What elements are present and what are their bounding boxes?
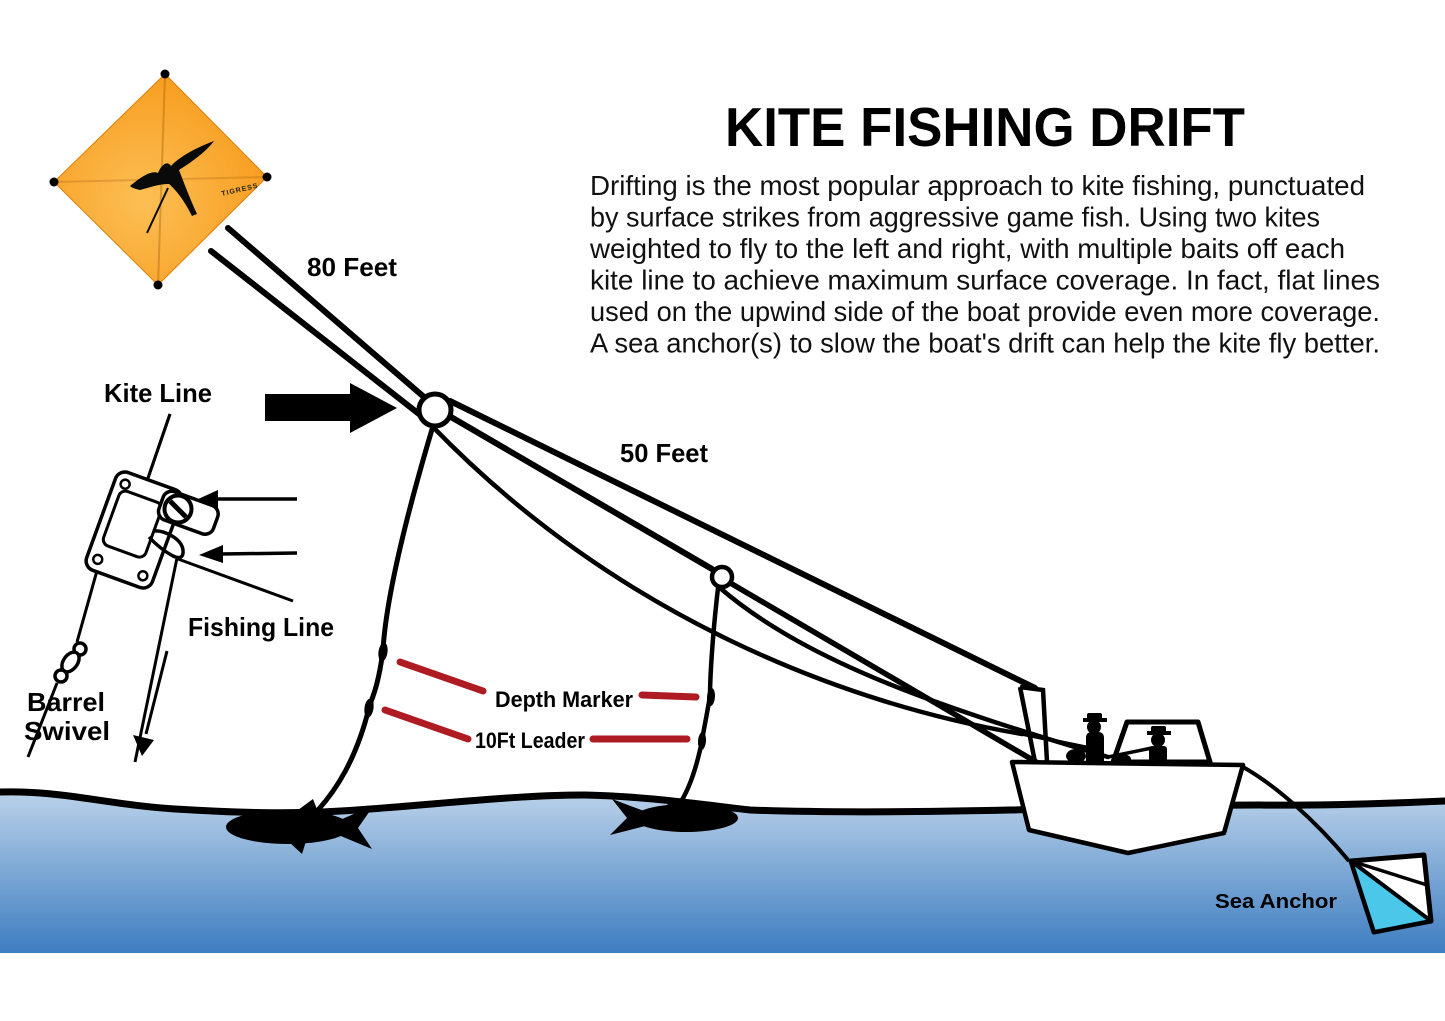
- lower-arrow-shaft: [221, 553, 297, 554]
- swivel-ring-bottom: [55, 670, 67, 682]
- clip-screw-hole: [119, 478, 131, 490]
- kite-corner-tip: [263, 173, 272, 182]
- annotation-arrows: [133, 414, 297, 756]
- clip-plate-group: [83, 469, 184, 591]
- description-line: weighted to fly to the left and right, with multiple baits off each: [588, 233, 1345, 264]
- label-80-feet: 80 Feet: [307, 252, 398, 282]
- kite: [50, 70, 272, 290]
- clip-screw-hole: [137, 570, 149, 582]
- kite-corner-tip: [154, 281, 163, 290]
- kite-corner-tip: [161, 70, 170, 79]
- description-line: by surface strikes from aggressive game fish. Using two kites: [590, 201, 1320, 233]
- label-sea-anchor: Sea Anchor: [1215, 891, 1338, 913]
- description-paragraph: [589, 170, 1380, 359]
- boat: [1012, 687, 1243, 853]
- description-line: Drifting is the most popular approach to kite fishing, punctuated: [590, 170, 1365, 201]
- label-swivel: Swivel: [24, 716, 110, 746]
- description-line: used on the upwind side of the boat provide even more coverage.: [590, 296, 1380, 327]
- label-50-feet: 50 Feet: [620, 438, 709, 468]
- fishing-line-label-leader: [178, 559, 293, 601]
- lower-arrow-head: [199, 545, 223, 563]
- release-clip-ring-left: [419, 394, 451, 426]
- depth-marker-bead: [377, 642, 389, 662]
- description-line: A sea anchor(s) to slow the boat's drift can help the kite fly better.: [590, 327, 1380, 359]
- release-clip-ring-right: [712, 567, 732, 587]
- depth-marker-dash-left: [400, 662, 483, 691]
- label-kite-line: Kite Line: [104, 378, 212, 408]
- leader-dash-left: [385, 710, 468, 739]
- description-line: kite line to achieve maximum surface coverage. In fact, flat lines: [590, 264, 1380, 296]
- page-title: KITE FISHING DRIFT: [725, 96, 1245, 158]
- label-10ft-leader: 10Ft Leader: [475, 728, 586, 753]
- outrigger-pole: [1020, 687, 1047, 762]
- label-fishing-line: Fishing Line: [188, 612, 334, 642]
- fishing-line-left-drop: [318, 426, 433, 810]
- label-depth-marker: Depth Marker: [495, 687, 634, 712]
- kite-corner-tip: [50, 178, 59, 187]
- angler-left: [1066, 713, 1107, 763]
- kite-brand-label: TIGRESS: [220, 182, 260, 198]
- kite-line-label-leader: [147, 414, 170, 481]
- fishing-lines: [318, 426, 1108, 810]
- clip-pointer-arrow: [265, 383, 397, 433]
- clip-screw-hole: [92, 554, 104, 566]
- depth-marker-dash-right: [642, 695, 696, 697]
- label-barrel: Barrel: [27, 687, 105, 717]
